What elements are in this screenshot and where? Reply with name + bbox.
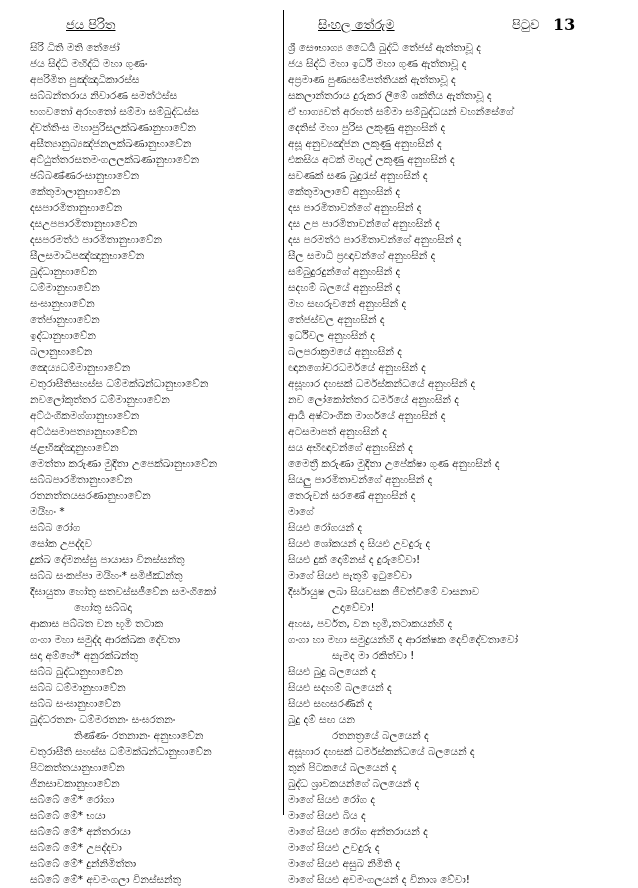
left-column-title: ජය පිරිත: [66, 18, 116, 33]
pali-line: චතුරාසීතිසහස්ස ධම්මක්ඛන්ධානුභාවේන: [30, 378, 209, 390]
pali-line: රතනත්තයසරණානුභාවේන: [30, 490, 151, 502]
sinhala-line: මහ සඟරුවනේ අනුහසින් ද: [288, 298, 407, 310]
sinhala-line: මාගේ සියළු අවමංගලයන් ද විනාශ වේවා!: [288, 874, 470, 886]
sinhala-line: මාගේ සියළු බිය ද: [288, 810, 366, 822]
pali-line: සිරි ධිති මති තේජෝ: [30, 42, 120, 54]
sinhala-line: මාගේ සියළු අසුබ නිමිති ද: [288, 858, 401, 870]
sinhala-line: සකලාන්තරාය දුරුකර ලීමේ ශක්තිය ඇත්තාවූ ද: [288, 90, 492, 102]
sinhala-line: සවණක් සණ බුදුරැස් අනුහසින් ද: [288, 170, 428, 182]
sinhala-line: ගංගා හා මහා සමුද්‍රයන්හි ද ආරක්ෂක දෙවිදේවතාවෝ: [288, 634, 518, 646]
sinhala-line: බලපරාක්‍රමයේ අනුහසින් ද: [288, 346, 402, 358]
sinhala-line: දෙතිස් මහා පුරිස ලකුණු අනුහසින් ද: [288, 122, 446, 134]
sinhala-line: රතනත්‍රයේ බලයෙන් ද: [332, 730, 429, 742]
pali-line: සබ්බේ මේ* රෝගා: [30, 794, 115, 806]
sinhala-line: සියළු රෝගයන් ද: [288, 522, 363, 534]
pali-line: අට්ඨසමාපත්‍යානුභාවේන: [30, 426, 138, 438]
sinhala-line: නව ලෝකෝත්තර ධර්මයේ අනුහසින් ද: [288, 394, 459, 406]
sinhala-line: සියළු සඟසරණින් ද: [288, 698, 373, 710]
pali-line: කේතුමාලානුභාවේන: [30, 186, 121, 198]
pali-line: භගවතෝ අරහතෝ සම්මා සම්බුද්ධස්ස: [30, 106, 199, 118]
sinhala-line: සියළු සදහම් බලයෙන් ද: [288, 682, 392, 694]
pali-line: ඉද්ධානුභාවේන: [30, 330, 96, 342]
sinhala-line: ඒ භාග්‍යවත් අරහත් සම්මා සම්බුද්ධයන් වහන්සේගේ: [288, 106, 514, 118]
pali-line: බුද්ධානුභාවේන: [30, 266, 97, 278]
sinhala-line: බුද්ධ ශ්‍රාවකයන්ගේ බලයෙන් ද: [288, 778, 420, 790]
sinhala-line: ඉර්ධිවල අනුහසින් ද: [288, 330, 375, 342]
pali-line: පිටකත්තයානුභාවේන: [30, 762, 125, 774]
sinhala-line: සය අභිඥාවන්ගේ අනුහසින් ද: [288, 442, 413, 454]
sinhala-line: දස පරමත්ථ පාරමිතාවන්ගේ අනුහසින් ද: [288, 234, 462, 246]
pali-line: සබ්බේ මේ* දුන්නිමිත්තා: [30, 858, 137, 870]
sinhala-line: සියලු පාරමිතාවන්ගේ අනුහසින් ද: [288, 474, 433, 486]
pali-line: දීඝායුතා හෝතු සතවස්සජීවේන සමංගිකෝ: [30, 586, 217, 598]
sinhala-line: සියළු දුක් දොම්නස් ද දුරුවේවා!: [288, 554, 421, 566]
pali-line: නවලෝකුත්තර ධම්මානුභාවේන: [30, 394, 170, 406]
pali-line: ජිනසාවකානුභාවේන: [30, 778, 120, 790]
pali-line: සීලසමාධිපඤ්ඤානුභාවේන: [30, 250, 145, 262]
sinhala-line: මාගේ සියළු රෝග ද: [288, 794, 375, 806]
sinhala-line: සැමද මා රකිත්වා !: [332, 650, 415, 662]
pali-line: සබ්බේ මේ* අන්තරායා: [30, 826, 131, 838]
pali-line: ඡළභිඤ්ඤානුභාවේන: [30, 442, 119, 454]
sinhala-line: සියළු බුදු බලයෙන් ද: [288, 666, 376, 678]
sinhala-line: බුදු දම් සඟ යන: [288, 714, 355, 726]
sinhala-line: මාගේ සියළු රෝග අන්තරායන් ද: [288, 826, 428, 838]
pali-line: දසපරමත්ථ පාරමිතානුභාවේන: [30, 234, 163, 246]
pali-line: සබ්බේ මේ* භයා: [30, 810, 106, 822]
pali-line: බුද්ධරතනං ධම්මරතනං සංඝරතනං: [30, 714, 176, 726]
pali-line: දසඋපපාරමිතානුභාවේන: [30, 218, 138, 230]
sinhala-line: අසූහාර දහසක් ධර්මස්කන්ධයේ අනුහසින් ද: [288, 378, 476, 390]
pali-line: සංඝානුභාවේන: [30, 298, 95, 310]
pali-line: අට්ඨංගිකමග්ගානුභාවේන: [30, 410, 140, 422]
pali-line: සබ්බන්තරාය නිවාරණ සමත්ථස්ස: [30, 90, 178, 102]
pali-line: සෝක උපද්දව: [30, 538, 93, 550]
sinhala-line: උදාවේවා!: [332, 602, 375, 614]
sinhala-line: සියළු ශෝකයන් ද සියළු උවදුරු ද: [288, 538, 431, 550]
page-label: පිටුව: [512, 18, 540, 33]
pali-line: ජය සිද්ධි මහිද්ධි මහා ගුණං: [30, 58, 148, 70]
pali-line: සබ්බ සංඝානුභාවේන: [30, 698, 121, 710]
sinhala-line: ශ්‍රී සෞභාග්‍ය ධෛර්‍ය බුද්ධි තේජස් ඇත්තාවූ ද: [288, 42, 481, 54]
pali-line: ද්වත්තිංස මහාපුරිසලක්ඛණානුභාවේන: [30, 122, 196, 134]
pali-line: සබ්බ සංකප්පා මයිහං* සමිජ්ඣන්තු: [30, 570, 183, 582]
sinhala-line: අසූ අනුව්‍යඤ්ජන ලකුණු අනුහසින් ද: [288, 138, 442, 150]
sinhala-line: එකසිය අටක් මඟුල් ලකුණු අනුහසින් ද: [288, 154, 455, 166]
pali-line: ගංගා මහා සමුද්ද ආරක්ඛක දේවතා: [30, 634, 181, 646]
pali-line: තිණ්ණං රතනානං අනුභාවේන: [74, 730, 204, 742]
pali-line: අට්ඨුත්තරසතමංගලලක්ඛණානුභාවේන: [30, 154, 200, 166]
sinhala-line: තෙරුවන් සරණේ අනුහසින් ද: [288, 490, 416, 502]
pali-line: සබ්බ රෝග: [30, 522, 81, 534]
pali-line: මයිහං *: [30, 506, 65, 518]
pali-line: තේජානුභාවේන: [30, 314, 100, 326]
pali-line: සබ්බපාරමිතානුභාවේන: [30, 474, 133, 486]
sinhala-line: දස පාරමිතාවන්ගේ අනුහසින් ද: [288, 202, 422, 214]
pali-line: ඡබ්බණ්ණරංසානුභාවේන: [30, 170, 140, 182]
column-divider: [283, 10, 284, 815]
pali-line: සබ්බ බුද්ධානුභාවේන: [30, 666, 123, 678]
sinhala-line: ඥානගෝචරධර්මයේ අනුහසින් ද: [288, 362, 426, 374]
right-column-title: සිංහල තේරුම: [318, 18, 395, 33]
sinhala-line: තේජස්වල අනුහසින් ද: [288, 314, 385, 326]
sinhala-line: ආර්‍ය අෂ්ටාංගික මාර්ගයේ අනුහසින් ද: [288, 410, 446, 422]
sinhala-line: අහස, පර්වත, වන භූමි,තටාකයන්හි ද: [288, 618, 453, 630]
pali-line: චතුරාසීති සහස්ස ධම්මක්ඛන්ධානුභාවේන: [30, 746, 212, 758]
sinhala-line: අප්‍රමාණ පුණ්‍යසම්පත්තියක් ඇත්තාවූ ද: [288, 74, 456, 86]
sinhala-line: කේතුමාලාවේ අනුහසින් ද: [288, 186, 401, 198]
sinhala-line: සීල සමාධි ප්‍රඥාවන්ගේ අනුහසින් ද: [288, 250, 436, 262]
sinhala-line: මෛත්‍රී කරුණා මුදිතා උපේක්ෂා ගුණ අනුහසින් ද: [288, 458, 500, 470]
pali-line: දසපාරමිතානුභාවේන: [30, 202, 123, 214]
sinhala-line: දස උප පාරමිතාවන්ගේ අනුහසින් ද: [288, 218, 440, 230]
pali-line: අසීත්‍යානුබ්‍යඤ්ජනලක්ඛණානුභාවේන: [30, 138, 192, 150]
sinhala-line: ජය සිද්ධි මහා ඉර්ධි මහා ගුණ ඇත්තාවූ ද: [288, 58, 467, 70]
pali-line: ආකාස පබ්බත වන භූමි තටාක: [30, 618, 164, 630]
sinhala-line: මාගේ සියළු උවදුරු ද: [288, 842, 380, 854]
pali-line: බලානුභාවේන: [30, 346, 93, 358]
sinhala-line: දීර්ඝායුෂ ලබා සියවසක ජීවත්වීමේ වාසනාව: [288, 586, 480, 598]
sinhala-line: අටසමාපත් අනුහසින් ද: [288, 426, 387, 438]
pali-line: දුක්ඛ දෝමනස්සු පායාසා විනස්සන්තු: [30, 554, 185, 566]
sinhala-line: මාගේ: [288, 506, 314, 518]
sinhala-line: තුන් පිටකයේ බලයෙන් ද: [288, 762, 397, 774]
pali-line: මෙත්තා කරුණා මුදිතා උපෙක්ඛානුභාවේන: [30, 458, 218, 470]
pali-line: සබ්බ ධම්මානුභාවේන: [30, 682, 126, 694]
sinhala-line: සදහම් බලයේ අනුහසින් ද: [288, 282, 401, 294]
pali-line: සදා අම්හේ* අනුරක්ඛන්තු: [30, 650, 138, 662]
page-number: 13: [553, 15, 576, 34]
pali-text-column: [30, 40, 280, 888]
pali-line: අපරිමිත පුඤ්ඤාධිකාරස්ස: [30, 74, 140, 86]
pali-line: හෝතු සබ්බදා: [74, 602, 132, 614]
pali-line: ඤෙය්‍යධම්මානුභාවේන: [30, 362, 131, 374]
pali-line: සබ්බේ මේ* අවමංගලා විනස්සන්තු: [30, 874, 182, 886]
sinhala-line: අසූහාර දහසක් ධර්මස්කන්ධයේ බලයෙන් ද: [288, 746, 475, 758]
pali-line: ධම්මානුභාවේන: [30, 282, 100, 294]
pali-line: සබ්බේ මේ* උපද්දවා: [30, 842, 122, 854]
sinhala-meaning-column: [288, 40, 633, 888]
sinhala-line: සම්බුදුරදුන්ගේ අනුහසින් ද: [288, 266, 401, 278]
sinhala-line: මාගේ සියළු පැතුම් ඉටුවේවා: [288, 570, 412, 582]
